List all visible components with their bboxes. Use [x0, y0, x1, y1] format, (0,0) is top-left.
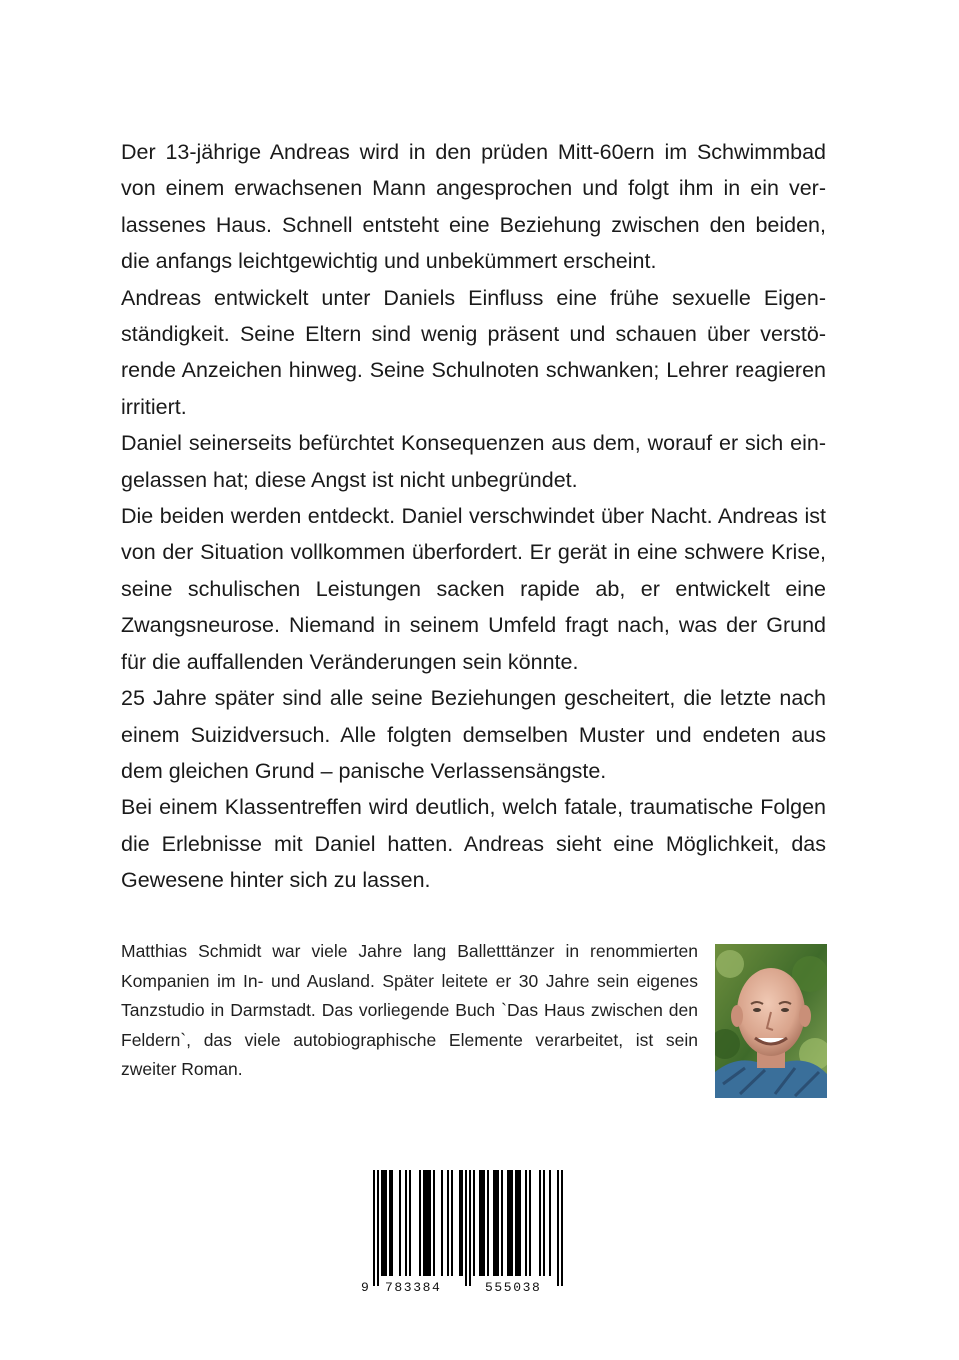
barcode-graphic [360, 1170, 578, 1296]
barcode-bar [441, 1170, 443, 1276]
barcode-bar [427, 1170, 429, 1276]
barcode-left-digits: 783384 [385, 1280, 442, 1295]
barcode-bar [557, 1170, 559, 1286]
author-photo [715, 944, 827, 1098]
blurb-paragraph: 25 Jahre später sind alle seine Beziehungen gescheitert, die letzte nach einem Suizidversuch. Alle folgten demselben Muster und endeten aus dem gleichen Grund – panische Verlassensängste. [121, 686, 826, 783]
barcode-bar [525, 1170, 527, 1276]
barcode-bar [373, 1170, 375, 1286]
barcode-bar [451, 1170, 453, 1276]
blurb-paragraph: Die beiden werden entdeckt. Daniel verschwindet über Nacht. Andreas ist von der Situation vollkommen überfordert. Er gerät in eine schwere Krise, seine schulischen Leistungen sacken rapide ab, er entwickelt eine Zwangsneurose. Niemand in seinem Umfeld fragt nach, was der Grund für die auffallenden Veränderungen sein könnte. [121, 504, 826, 674]
barcode-bar [399, 1170, 401, 1276]
barcode-bar [425, 1170, 427, 1276]
barcode-bar [423, 1170, 425, 1276]
barcode-bar [389, 1170, 391, 1276]
barcode-bar [497, 1170, 499, 1276]
barcode-bar [483, 1170, 485, 1276]
author-portrait-icon [715, 944, 827, 1098]
barcode-bar [465, 1170, 467, 1286]
barcode-bar [377, 1170, 379, 1286]
barcode-bar [405, 1170, 407, 1276]
barcode-bar [447, 1170, 449, 1276]
barcode-bar [539, 1170, 541, 1276]
barcode-bar [429, 1170, 431, 1276]
barcode-bar [461, 1170, 463, 1276]
barcode-bar [529, 1170, 531, 1276]
barcode-prefix-digit: 9 [361, 1280, 369, 1295]
barcode-bar [409, 1170, 411, 1276]
barcode-bar [493, 1170, 495, 1276]
blurb-paragraph: Bei einem Klassentreffen wird deutlich, welch fatale, traumatische Folgen die Erlebnisse mit Daniel hatten. Andreas sieht eine Möglichkeit, das Gewesene hinter sich zu lassen. [121, 795, 826, 893]
barcode-bar [459, 1170, 461, 1276]
blurb-paragraph: Daniel seinerseits befürchtet Konsequenzen aus dem, worauf er sich eingelassen hat; diese Angst ist nicht unbegründet. [121, 431, 826, 492]
barcode-bar [469, 1170, 471, 1286]
barcode-bar [509, 1170, 511, 1276]
barcode-bar [385, 1170, 387, 1276]
barcode-bar [501, 1170, 503, 1276]
barcode-bar [515, 1170, 517, 1276]
barcode-bar [511, 1170, 513, 1276]
barcode-bar [517, 1170, 519, 1276]
barcode-bar [507, 1170, 509, 1276]
blurb-paragraph: Der 13-jährige Andreas wird in den prüden Mitt-60ern im Schwimmbad von einem erwachsenen Mann angesprochen und folgt ihm in ein verlassenes Haus. Schnell entsteht eine Beziehung zwischen den beiden, die anfangs leichtgewichtig und unbekümmert erscheint. [121, 140, 826, 274]
barcode-bar [487, 1170, 489, 1276]
barcode-bar [479, 1170, 481, 1276]
barcode-bar [419, 1170, 421, 1276]
barcode-bar [433, 1170, 435, 1276]
blurb-paragraph: Andreas entwickelt unter Daniels Einfluss eine frühe sexuelle Eigenständigkeit. Seine Eltern sind wenig präsent und schauen über verstörende Anzeichen hinweg. Seine Schulnoten schwanken; Lehrer reagieren irritiert. [121, 285, 826, 419]
blurb-text [121, 134, 826, 899]
barcode-bar [481, 1170, 483, 1276]
barcode-bar [561, 1170, 563, 1286]
barcode-bar [519, 1170, 521, 1276]
barcode-bar [543, 1170, 545, 1276]
barcode-bar [391, 1170, 393, 1276]
isbn-barcode [360, 1170, 578, 1296]
barcode-bar [495, 1170, 497, 1276]
barcode-bar [381, 1170, 383, 1276]
barcode-bar [473, 1170, 475, 1276]
barcode-bar [383, 1170, 385, 1276]
barcode-bar [549, 1170, 551, 1276]
author-bio: Matthias Schmidt war viele Jahre lang Balletttänzer in renommierten Kompanien im In- und Ausland. Später leitete er 30 Jahre sein eigenes Tanzstudio in Darmstadt. Das vorliegende Buch `Das Haus zwischen den Feldern`, das viele autobiographische Elemente verarbeitet, ist sein zweiter Roman. [121, 941, 698, 1079]
barcode-right-digits: 555038 [485, 1280, 542, 1295]
